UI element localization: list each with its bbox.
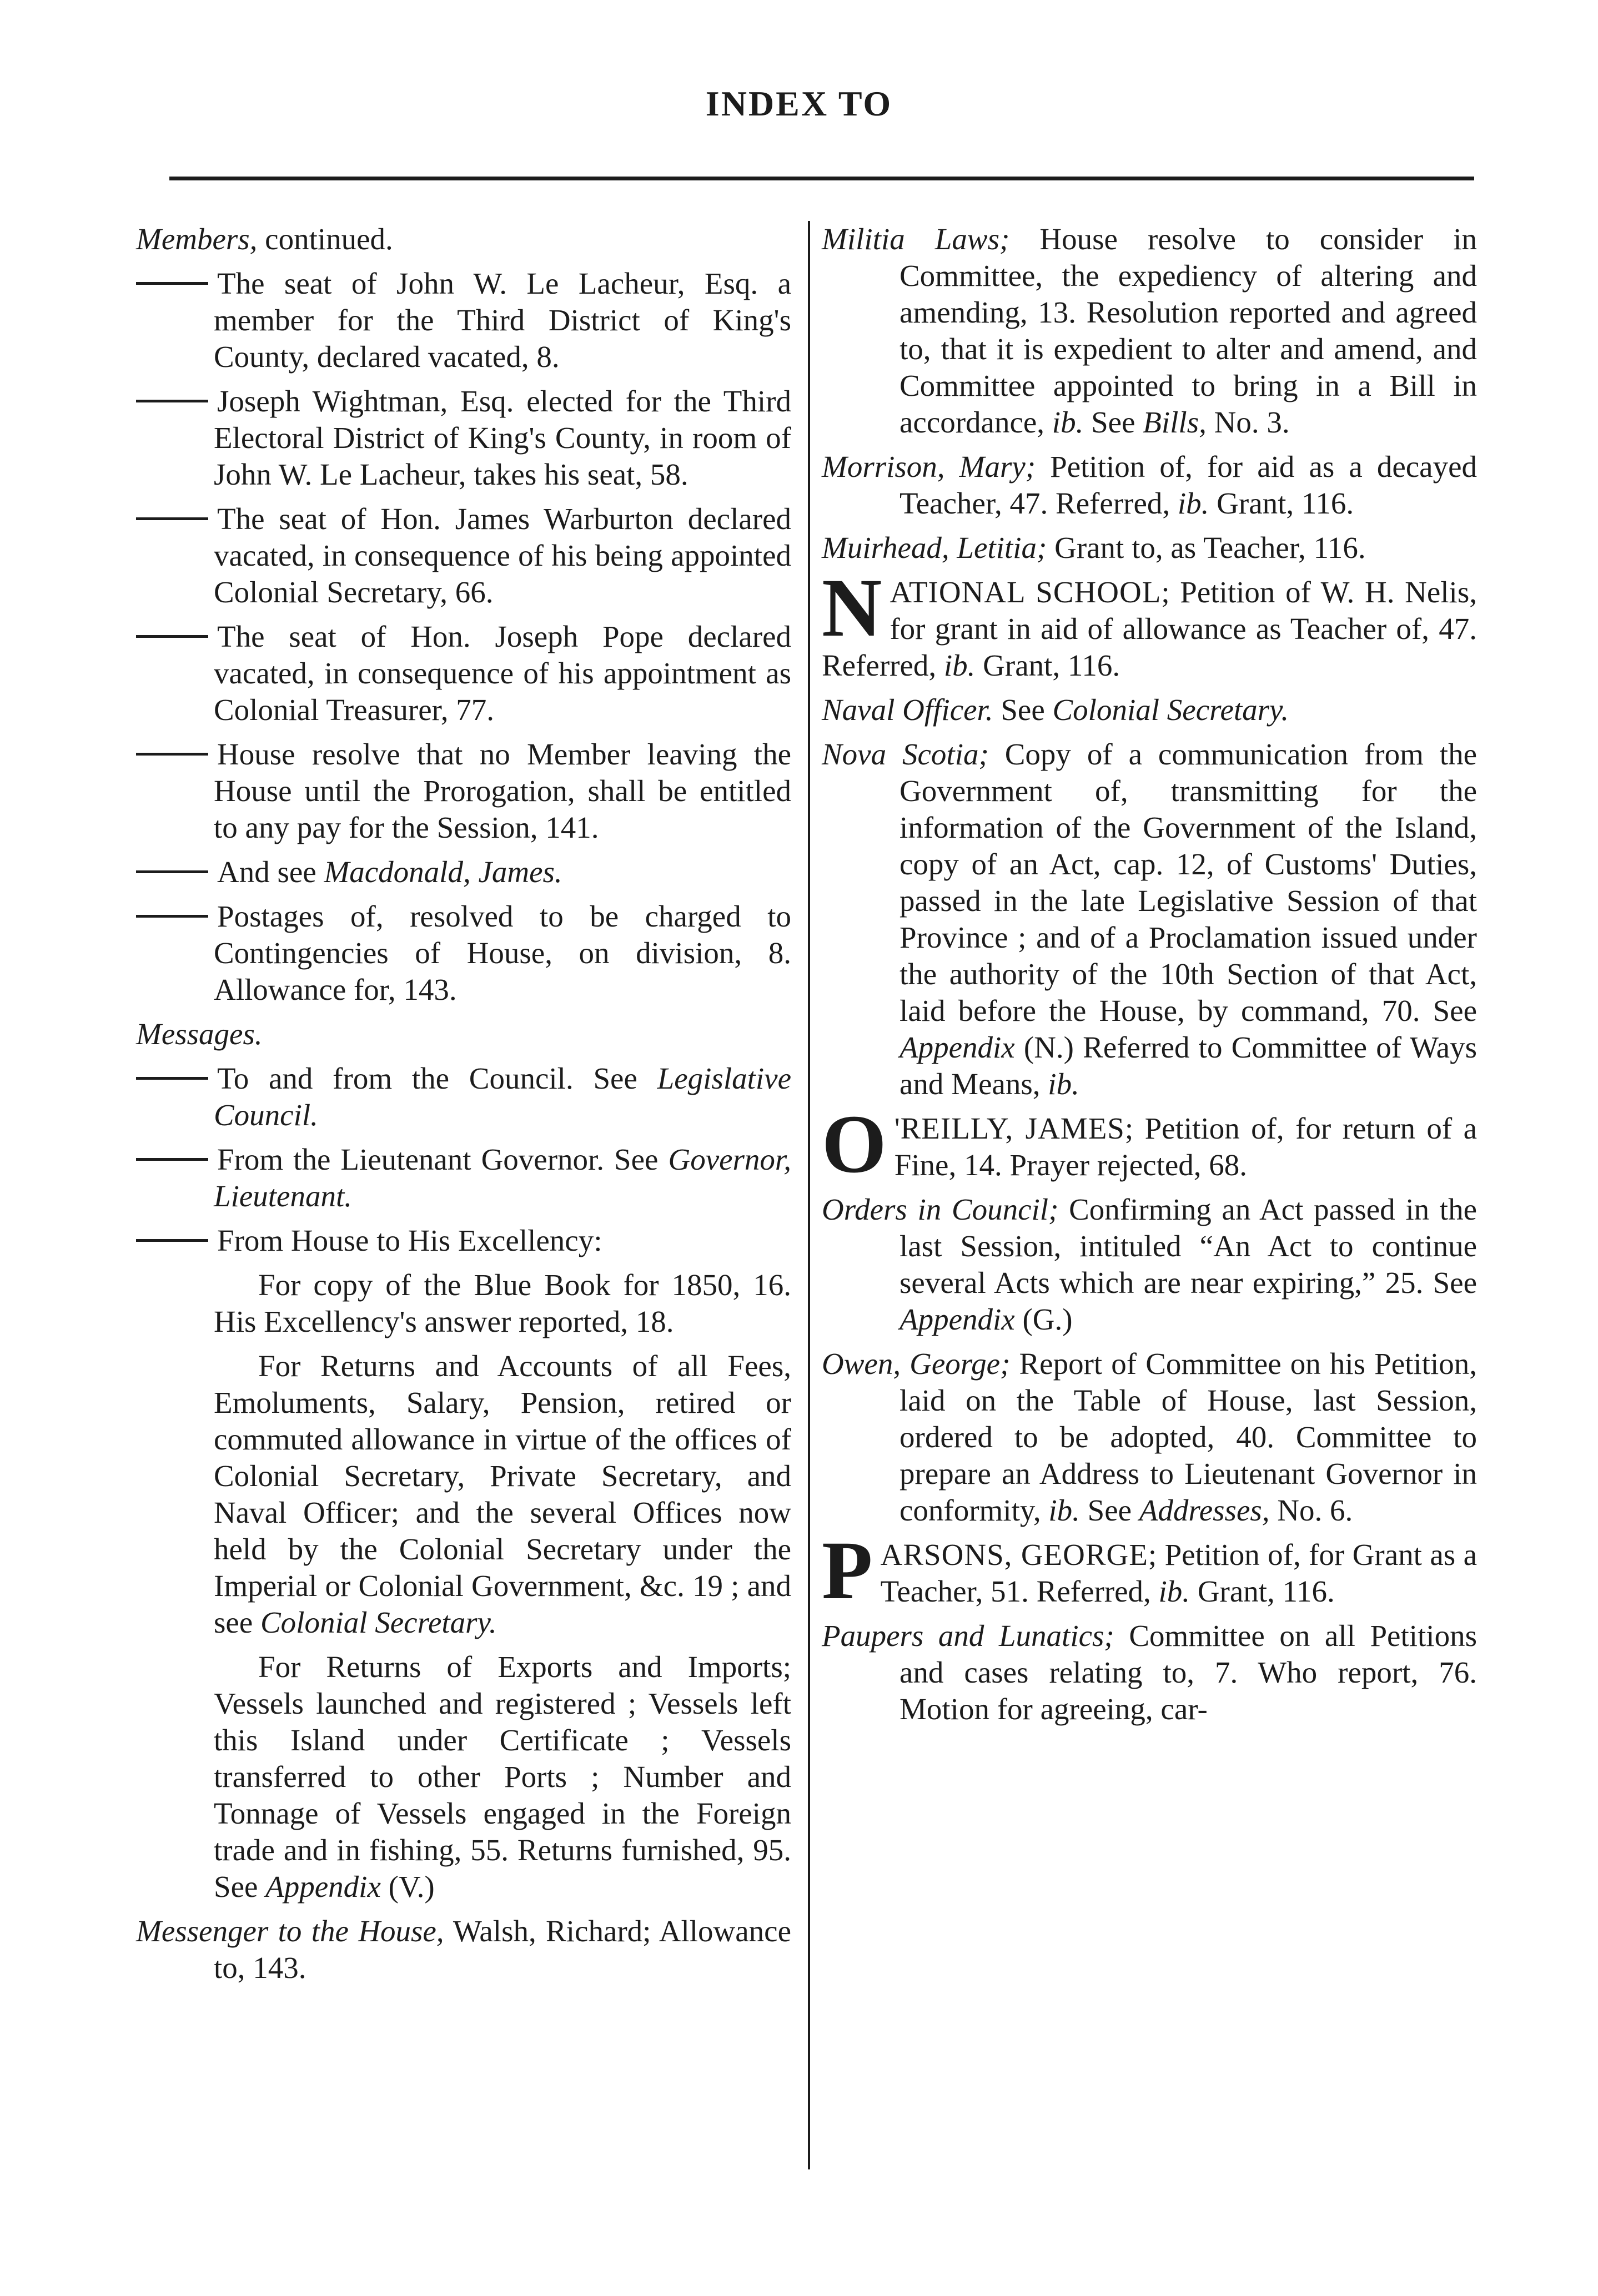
sub-entry xyxy=(136,383,791,493)
sub-entry-text: House resolve that no Member leaving the House until the Prorogation, shall be entitled to any pay for the Session, 141. xyxy=(214,737,791,844)
cross-reference: Colonial Secretary. xyxy=(1052,693,1289,727)
cross-reference: Macdonald, James. xyxy=(324,855,562,889)
page-title: INDEX TO xyxy=(705,84,893,123)
ibid-mark: ib. xyxy=(1177,486,1209,520)
index-entry-naval-officer xyxy=(822,692,1477,728)
entry-text: Confirming an Act passed in the last Session, intituled “An Act to continue several Acts which are near expiring,” 25. See xyxy=(899,1192,1477,1300)
index-entry-morrison xyxy=(822,449,1477,522)
entry-text: House resolve to consider in Committee, the expediency of altering and amending, 13. Resolution reported and agreed to, that it is expedient to alter and amend, and Committee appointed to bring in a Bill in accordance, xyxy=(899,222,1478,439)
dash-mark xyxy=(136,915,208,918)
left-column xyxy=(136,221,791,1994)
sub-entry-text: The seat of John W. Le Lacheur, Esq. a member for the Third District of King's County, declared vacated, 8. xyxy=(214,266,791,374)
cross-reference: Addresses, xyxy=(1139,1493,1270,1527)
entry-text: (N.) Referred to Committee of Ways and Means, xyxy=(899,1030,1477,1101)
entry-text: ; Petition of W. H. Nelis, for grant in aid of allowance as Teacher of, 47. Referred, xyxy=(822,575,1477,682)
see-text: See xyxy=(1091,405,1135,439)
drop-cap-letter: O xyxy=(822,1098,887,1190)
sub-entry xyxy=(136,265,791,375)
paragraph-text: (V.) xyxy=(388,1870,435,1904)
entry-heading: Muirhead, Letitia; xyxy=(822,531,1047,565)
dash-mark xyxy=(136,870,208,873)
sub-paragraph xyxy=(136,1348,791,1641)
index-entry-oreilly xyxy=(822,1098,1477,1190)
see-text: And see xyxy=(217,855,316,889)
sub-paragraph xyxy=(136,1267,791,1340)
sub-entry xyxy=(136,501,791,611)
sub-entry-text: From House to His Excellency: xyxy=(217,1223,602,1257)
sub-paragraph xyxy=(136,1649,791,1905)
ibid-mark: ib. xyxy=(1048,1493,1080,1527)
sub-entry-text: Joseph Wightman, Esq. elected for the Third Electoral District of King's County, in room of John W. Le Lacheur, takes his seat, 58. xyxy=(214,384,791,491)
sub-entry xyxy=(136,736,791,846)
entry-text: No. 3. xyxy=(1214,405,1290,439)
dash-mark xyxy=(136,1077,208,1080)
entry-heading: Orders in Council; xyxy=(822,1192,1059,1226)
entry-text: (G.) xyxy=(1022,1302,1073,1336)
see-text: See xyxy=(1087,1493,1132,1527)
entry-heading: Nova Scotia; xyxy=(822,737,989,771)
index-entry-messenger xyxy=(136,1913,791,1986)
index-entry-members xyxy=(136,221,791,258)
entry-text: ; Petition of, for Grant as a Teacher, 51. Referred, xyxy=(880,1538,1477,1608)
entry-heading: ATIONAL SCHOOL xyxy=(890,575,1162,609)
entry-heading: Morrison, Mary; xyxy=(822,450,1036,484)
dash-mark xyxy=(136,1239,208,1242)
see-text: See xyxy=(1001,693,1045,727)
entry-heading: Militia Laws; xyxy=(822,222,1010,256)
ibid-mark: ib. xyxy=(1052,405,1084,439)
entry-text: Grant, 116. xyxy=(983,648,1120,682)
sub-entry-text: The seat of Hon. James Warburton declared vacated, in consequence of his being appointed Colonial Secretary, 66. xyxy=(214,502,791,609)
sub-entry-text: The seat of Hon. Joseph Pope declared vacated, in consequence of his appointment as Colonial Treasurer, 77. xyxy=(214,620,791,727)
entry-text: Report of Committee on his Petition, laid on the Table of House, last Session, ordered to be adopted, 40. Committee to prepare an Address to Lieutenant Governor in conformity, xyxy=(899,1347,1477,1527)
sub-entry-text: From the Lieutenant Governor. See xyxy=(217,1142,659,1176)
dash-mark xyxy=(136,400,208,402)
cross-reference: Legislative Council. xyxy=(214,1061,792,1132)
index-entry-national-school xyxy=(822,562,1477,684)
drop-cap-letter: P xyxy=(822,1524,873,1617)
paragraph-text: For Returns and Accounts of all Fees, Emoluments, Salary, Pension, retired or commuted allowance in virtue of the offices of Colonial Secretary, Private Secretary, and Naval Officer; and the several Offices now held by the Colonial Secretary under the Imperial or Colonial Government, &c. 19 ; and see xyxy=(214,1349,791,1639)
index-entry-orders-in-council xyxy=(822,1191,1477,1338)
sub-entry xyxy=(136,898,791,1008)
index-entry-nova-scotia xyxy=(822,736,1477,1102)
entry-text: Grant, 116. xyxy=(1197,1574,1335,1608)
cross-reference: Colonial Secretary. xyxy=(260,1605,497,1639)
entry-heading: 'REILLY, JAMES xyxy=(894,1111,1125,1145)
ibid-mark: ib. xyxy=(1158,1574,1190,1608)
dash-mark xyxy=(136,1158,208,1161)
drop-cap-letter: N xyxy=(822,562,882,654)
sub-entry xyxy=(136,854,791,890)
entry-text: Grant, 116. xyxy=(1217,486,1354,520)
cross-reference: Appendix xyxy=(265,1870,381,1904)
right-column xyxy=(822,221,1477,1735)
index-entry-messages xyxy=(136,1016,791,1053)
entry-text: No. 6. xyxy=(1277,1493,1353,1527)
entry-heading: Messenger to the House, xyxy=(136,1914,444,1948)
cross-reference: Appendix xyxy=(899,1302,1015,1336)
sub-entry-text: To and from the Council. See xyxy=(217,1061,637,1095)
cross-reference: Governor, Lieutenant. xyxy=(214,1142,791,1213)
entry-text: Committee on all Petitions and cases relating to, 7. Who report, 76. Motion for agreeing, car- xyxy=(899,1619,1477,1726)
dash-mark xyxy=(136,753,208,756)
index-entry-parsons xyxy=(822,1524,1477,1617)
paragraph-text: For Returns of Exports and Imports; Vessels launched and registered ; Vessels left this Island under Certificate ; Vessels transferred to other Ports ; Number and Tonnage of Vessels engaged in the Foreign trade and in fishing, 55. Returns furnished, 95. See xyxy=(214,1650,791,1904)
cross-reference: Appendix xyxy=(899,1030,1015,1064)
sub-entry xyxy=(136,1060,791,1134)
index-entry-militia xyxy=(822,221,1477,441)
sub-entry xyxy=(136,1222,791,1259)
index-entry-paupers xyxy=(822,1618,1477,1728)
ibid-mark: ib. xyxy=(1048,1067,1079,1101)
dash-mark xyxy=(136,517,208,520)
sub-entry-text: Postages of, resolved to be charged to Contingencies of House, on division, 8. Allowance for, 143. xyxy=(214,899,791,1006)
entry-heading: Owen, George; xyxy=(822,1347,1011,1381)
entry-text: ; Petition of, for return of a Fine, 14. Prayer rejected, 68. xyxy=(894,1111,1477,1182)
entry-text: Grant to, as Teacher, 116. xyxy=(1054,531,1366,565)
column-divider xyxy=(808,221,810,2169)
header-rule xyxy=(169,177,1474,180)
entry-heading: Members, xyxy=(136,222,258,256)
entry-heading: Paupers and Lunatics; xyxy=(822,1619,1114,1653)
sub-entry xyxy=(136,1141,791,1215)
entry-text: Petition of, for aid as a decayed Teacher, 47. Referred, xyxy=(899,450,1477,520)
entry-heading: Messages. xyxy=(136,1017,263,1051)
cross-reference: Bills, xyxy=(1143,405,1207,439)
dash-mark xyxy=(136,635,208,638)
entry-heading-suffix: continued. xyxy=(265,222,393,256)
entry-text: Walsh, Richard; Allowance to, 143. xyxy=(214,1914,791,1985)
index-entry-owen xyxy=(822,1346,1477,1529)
entry-heading: Naval Officer. xyxy=(822,693,993,727)
sub-entry xyxy=(136,618,791,728)
entry-heading: ARSONS, GEORGE xyxy=(880,1538,1148,1572)
paragraph-text: For copy of the Blue Book for 1850, 16. His Excellency's answer reported, 18. xyxy=(214,1268,791,1338)
entry-text: Copy of a communication from the Government of, transmitting for the information of the Government of the Island, copy of an Act, cap. 12, of Customs' Duties, passed in the late Legislative Session of that Province ; and of a Proclamation issued under the authority of the 10th Section of that Act, laid before the House, by command, 70. See xyxy=(899,737,1477,1028)
dash-mark xyxy=(136,282,208,285)
ibid-mark: ib. xyxy=(943,648,976,682)
index-entry-muirhead xyxy=(822,530,1477,566)
